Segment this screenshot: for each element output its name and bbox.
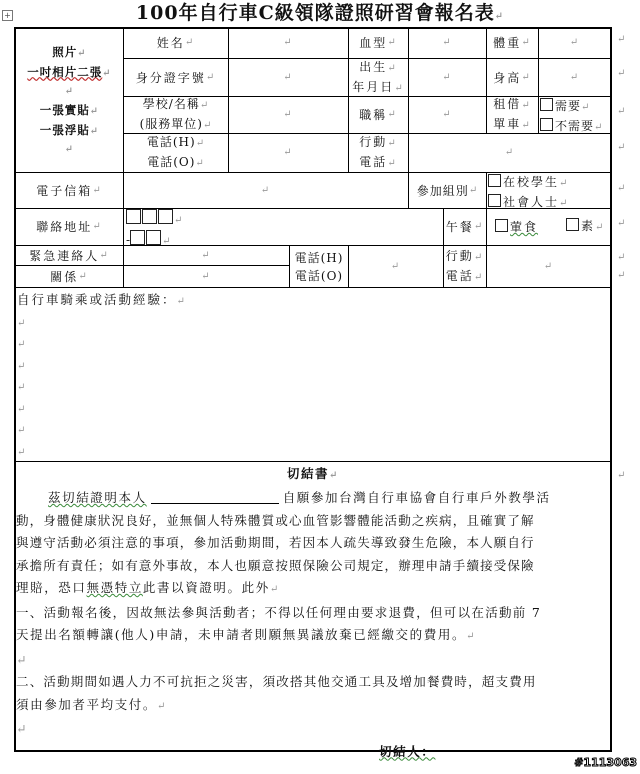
paragraph-mark: ↵ <box>17 339 28 350</box>
paragraph-mark: ↵ <box>17 317 28 329</box>
checkbox-icon <box>488 194 501 207</box>
row-divider <box>14 287 612 288</box>
email-label: 電子信箱 ↵ <box>36 183 103 198</box>
paragraph-mark: ↵ <box>17 360 28 372</box>
lunch-label: 午餐 ↵ <box>445 220 485 234</box>
paragraph-mark: ↵ <box>617 470 626 481</box>
birth-date-input[interactable]: ↵ <box>442 71 453 83</box>
paragraph-mark: ↵ <box>617 34 626 45</box>
relation-label: 關係 ↵ <box>50 269 89 284</box>
paragraph-mark: ↵ <box>617 252 626 263</box>
agreement-line: 茲切結證明本人 自願參加台灣自行車協會自行車戶外教學活 <box>48 490 551 505</box>
lunch-veg-checkbox[interactable]: 素↵ <box>566 217 605 237</box>
paragraph-mark: ↵ <box>17 446 28 458</box>
weight-label: 體重 ↵ <box>493 36 532 50</box>
phone-input[interactable]: ↵ <box>283 147 294 158</box>
paragraph-mark: ↵ <box>16 651 29 667</box>
zip-digit-box <box>158 209 173 224</box>
group-public-checkbox[interactable]: 社會人士↵ <box>488 193 569 213</box>
job-title-label: 職稱 ↵ <box>359 108 398 122</box>
emergency-phone-input[interactable]: ↵ <box>390 260 402 272</box>
agreement-item-2-cont: 須由參加者平均支付。↵ <box>16 696 167 712</box>
id-number-label: 身分證字號 ↵ <box>135 70 217 85</box>
checkbox-icon <box>495 219 508 232</box>
emergency-contact-label: 緊急連絡人 ↵ <box>29 248 110 263</box>
lunch-meat-checkbox[interactable]: 葷食 <box>495 218 538 236</box>
checkbox-icon <box>566 218 579 231</box>
emergency-mobile-input[interactable]: ↵ <box>543 260 555 272</box>
agreement-item-1: 一、活動報名後，因故無法參與活動者；不得以任何理由要求退費，但可以在活動前 7 <box>16 604 542 620</box>
emergency-contact-input[interactable]: ↵ <box>201 249 212 261</box>
experience-label: 自行車騎乘或活動經驗：↵ <box>17 292 187 307</box>
agreement-item-2: 二、活動期間如遇人力不可抗拒之災害，須改搭其他交通工具及增加餐費時，超支費用 <box>16 674 537 689</box>
agreement-section <box>16 463 610 759</box>
group-options <box>488 173 611 208</box>
name-label: 姓名 ↵ <box>156 36 196 50</box>
bike-rental-label: 租借↵ 單車↵ <box>493 97 532 131</box>
checkbox-icon <box>540 98 553 111</box>
agreement-line: 理賠，恐口無憑特立此書以資證明。此外↵ <box>16 580 280 595</box>
photo-loose-label: 一張浮貼↵ <box>39 122 100 137</box>
paragraph-mark: ↵ <box>64 143 75 155</box>
signer-label: 切結人： <box>379 743 436 759</box>
experience-textarea[interactable] <box>17 289 609 459</box>
height-input[interactable]: ↵ <box>569 71 581 83</box>
paragraph-mark: ↵ <box>617 142 626 153</box>
lunch-options <box>495 209 611 245</box>
photo-attach-label: 一張實貼↵ <box>39 102 100 117</box>
emergency-mobile-label: 行動↵ 電話↵ <box>445 248 485 283</box>
school-input[interactable]: ↵ <box>283 109 294 120</box>
address-label: 聯絡地址 ↵ <box>36 220 103 234</box>
paragraph-mark: ↵ <box>16 721 29 736</box>
relation-input[interactable]: ↵ <box>201 270 212 282</box>
table-move-handle-icon[interactable]: + <box>2 10 13 21</box>
agreement-heading: 切結書↵ <box>286 466 340 481</box>
signer-name-blank[interactable] <box>151 489 279 504</box>
zip-digit-box <box>126 209 141 224</box>
birth-date-label: 出生↵ 年月日↵ <box>352 59 405 94</box>
checkbox-icon <box>540 118 553 131</box>
paragraph-mark: ↵ <box>617 183 626 194</box>
paragraph-mark: ↵ <box>617 68 626 79</box>
zip-digit-box <box>146 230 161 245</box>
mobile-label: 行動↵ 電話↵ <box>359 135 398 169</box>
paragraph-mark: ↵ <box>64 85 75 97</box>
col-divider <box>486 172 487 208</box>
form-title: 100年自行車C級領隊證照研習會報名表↵ <box>135 2 505 24</box>
zip-extension-boxes: - ↵ <box>126 230 170 251</box>
address-input[interactable] <box>126 209 442 245</box>
photo-size-label: 一吋相片二張↵ <box>27 64 112 79</box>
bike-rental-options <box>540 97 612 133</box>
blood-type-input[interactable]: ↵ <box>442 37 453 48</box>
phone-label: 電話(H)↵ 電話(O)↵ <box>146 135 206 169</box>
school-label: 學校/名稱↵ (服務單位)↵ <box>139 97 213 131</box>
paragraph-mark: ↵ <box>17 382 28 393</box>
photo-label: 照片↵ <box>52 44 87 59</box>
emergency-phone-label: 電話(H) 電話(O) <box>294 250 344 283</box>
agreement-line: 承擔所有責任；如有意外事故，本人也願意按照保險公司規定，辦理申請手續接受保險 <box>16 557 535 573</box>
agreement-line: 動，身體健康狀況良好，並無個人特殊體質或心血管影響體能活動之疾病，且確實了解 <box>16 512 535 528</box>
agreement-item-1-cont: 天提出名額轉讓(他人)申請，未申請者則願無異議放棄已經繳交的費用。↵ <box>16 627 477 642</box>
image-id-watermark: #1113063 <box>574 756 637 769</box>
rent-no-need-checkbox[interactable]: 不需要↵ <box>540 117 603 137</box>
paragraph-mark: ↵ <box>17 425 28 436</box>
id-number-input[interactable]: ↵ <box>283 71 294 83</box>
weight-input[interactable]: ↵ <box>569 37 581 48</box>
checkbox-icon <box>488 174 501 187</box>
paragraph-mark: ↵ <box>617 270 626 281</box>
rent-need-checkbox[interactable]: 需要↵ <box>540 97 590 117</box>
name-input[interactable]: ↵ <box>283 37 294 48</box>
zip-digit-box <box>130 230 145 245</box>
photo-cell[interactable] <box>16 29 123 172</box>
job-title-input[interactable]: ↵ <box>442 109 453 120</box>
zip-digit-box <box>142 209 157 224</box>
paragraph-mark: ↵ <box>617 218 626 229</box>
zip-boxes: ↵ <box>126 209 182 230</box>
group-label: 參加組別 ↵ <box>416 183 479 198</box>
email-input[interactable]: ↵ <box>260 184 272 196</box>
agreement-line: 與遵守活動必須注意的事項，參加活動期間，若因本人疏失導致發生危險，本人願自行 <box>16 535 535 550</box>
paragraph-mark: ↵ <box>617 106 626 117</box>
mobile-input[interactable]: ↵ <box>504 147 516 158</box>
blood-type-label: 血型 ↵ <box>359 36 398 50</box>
paragraph-mark: ↵ <box>17 403 28 415</box>
group-student-checkbox[interactable]: 在校學生↵ <box>488 173 569 193</box>
height-label: 身高 ↵ <box>493 70 532 85</box>
